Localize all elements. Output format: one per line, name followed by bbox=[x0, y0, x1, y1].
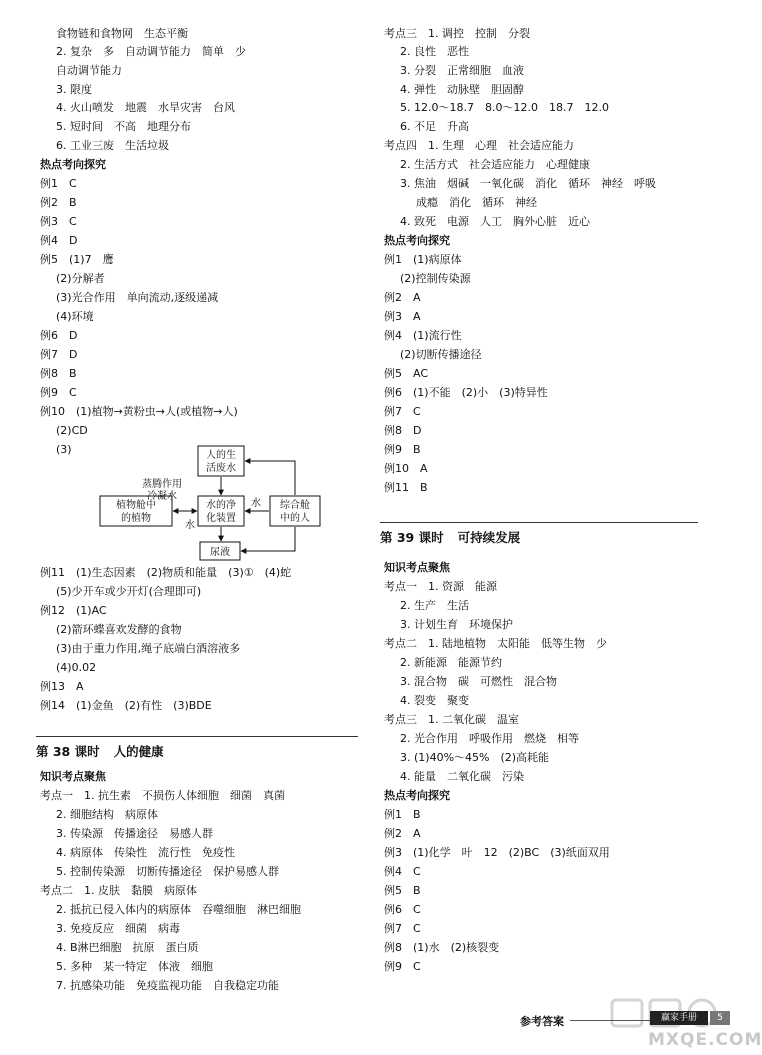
example-answer: 例5 AC bbox=[384, 367, 429, 380]
answer-line: 4. B淋巴细胞 抗原 蛋白质 bbox=[56, 941, 199, 954]
answer-line: 6. 工业三废 生活垃圾 bbox=[56, 139, 169, 152]
lesson-number: 第 39 课时 bbox=[380, 530, 444, 545]
example-answer: 例11 (1)生态因素 (2)物质和能量 (3)① (4)蛇 bbox=[40, 566, 292, 579]
answer-line: 2. 复杂 多 自动调节能力 简单 少 bbox=[56, 45, 246, 58]
example-answer: 例10 A bbox=[384, 462, 428, 475]
answer-line: 自动调节能力 bbox=[56, 64, 122, 77]
example-answer: 例10 (1)植物→黄粉虫→人(或植物→人) bbox=[40, 405, 238, 418]
diagram-label-water-right: 水 bbox=[251, 498, 261, 509]
topic-line: 考点四 1. 生理 心理 社会适应能力 bbox=[384, 139, 574, 152]
watermark-text: MXQE.COM bbox=[648, 1030, 762, 1050]
answer-line: 6. 不足 升高 bbox=[400, 120, 469, 133]
example-answer: 例1 (1)病原体 bbox=[384, 253, 462, 266]
answer-line: 3. 传染源 传播途径 易感人群 bbox=[56, 827, 213, 840]
answer-line: 5. 12.0～18.7 8.0～12.0 18.7 12.0 bbox=[400, 101, 609, 114]
answer-line: 2. 新能源 能源节约 bbox=[400, 656, 502, 669]
answer-line: (4)0.02 bbox=[56, 661, 97, 674]
example-answer: 例13 A bbox=[40, 680, 84, 693]
example-answer: 例7 C bbox=[384, 405, 421, 418]
answer-line: 2. 生产 生活 bbox=[400, 599, 469, 612]
answer-line: (3) bbox=[56, 443, 72, 456]
answer-line: 7. 抗感染功能 免疫监视功能 自我稳定功能 bbox=[56, 979, 279, 992]
topic-line: 考点二 1. 陆地植物 太阳能 低等生物 少 bbox=[384, 637, 607, 650]
diagram-label-plant: 植物舱中 bbox=[116, 500, 156, 511]
topic-line: 考点一 1. 资源 能源 bbox=[384, 580, 497, 593]
example-answer: 例5 B bbox=[384, 884, 421, 897]
answer-line: (2)箭环蝶喜欢发酵的食物 bbox=[56, 623, 182, 636]
answer-line: 3. 限度 bbox=[56, 83, 92, 96]
subheading: 知识考点聚焦 bbox=[40, 770, 106, 783]
answer-line: 3. (1)40%～45% (2)高耗能 bbox=[400, 751, 550, 764]
footer-label: 参考答案 bbox=[520, 1015, 564, 1028]
section-rule bbox=[380, 522, 698, 523]
example-answer: 例6 C bbox=[384, 903, 421, 916]
diagram-label-steam: 蒸腾作用 bbox=[142, 479, 182, 490]
example-answer: 例4 C bbox=[384, 865, 421, 878]
example-answer: 例9 B bbox=[384, 443, 421, 456]
answer-line: (3)光合作用 单向流动,逐级递减 bbox=[56, 291, 219, 304]
answer-line: 3. 分裂 正常细胞 血液 bbox=[400, 64, 524, 77]
example-answer: 例11 B bbox=[384, 481, 428, 494]
example-answer: 例1 C bbox=[40, 177, 77, 190]
example-answer: 例9 C bbox=[384, 960, 421, 973]
example-answer: 例14 (1)金鱼 (2)有性 (3)BDE bbox=[40, 699, 212, 712]
answer-line: (3)由于重力作用,绳子底端白酒溶液多 bbox=[56, 642, 241, 655]
page-number: 5 bbox=[710, 1011, 730, 1025]
answer-line: 3. 免疫反应 细菌 病毒 bbox=[56, 922, 180, 935]
answer-line: (2)切断传播途径 bbox=[400, 348, 482, 361]
example-answer: 例2 B bbox=[40, 196, 77, 209]
example-answer: 例8 (1)水 (2)核裂变 bbox=[384, 941, 500, 954]
lesson-title: 可持续发展 bbox=[457, 530, 521, 545]
section-38-header bbox=[36, 736, 358, 758]
answer-line: 2. 抵抗已侵入体内的病原体 吞噬细胞 淋巴细胞 bbox=[56, 903, 301, 916]
answer-line: 5. 短时间 不高 地理分布 bbox=[56, 120, 191, 133]
answer-line: 成瘾 消化 循环 神经 bbox=[416, 196, 537, 209]
footer-brand: 赢家手册 bbox=[650, 1011, 708, 1025]
section-39-header bbox=[380, 522, 698, 544]
diagram-label-water-left: 水 bbox=[185, 520, 195, 531]
example-answer: 例5 (1)7 鹰 bbox=[40, 253, 114, 266]
answer-line: (4)环境 bbox=[56, 310, 94, 323]
answer-line: (2)控制传染源 bbox=[400, 272, 471, 285]
example-answer: 例4 D bbox=[40, 234, 78, 247]
example-answer: 例8 D bbox=[384, 424, 422, 437]
answer-line: 4. 能量 二氧化碳 污染 bbox=[400, 770, 524, 783]
diagram-label-module-2: 中的人 bbox=[280, 513, 310, 524]
topic-line: 考点一 1. 抗生素 不损伤人体细胞 细菌 真菌 bbox=[40, 789, 285, 802]
example-answer: 例4 (1)流行性 bbox=[384, 329, 462, 342]
section-title bbox=[36, 742, 164, 760]
subheading: 热点考向探究 bbox=[384, 234, 450, 247]
diagram-label-module: 综合舱 bbox=[280, 500, 310, 511]
example-answer: 例9 C bbox=[40, 386, 77, 399]
topic-line: 考点二 1. 皮肤 黏膜 病原体 bbox=[40, 884, 197, 897]
answer-line: 5. 多种 某一特定 体液 细胞 bbox=[56, 960, 213, 973]
example-answer: 例12 (1)AC bbox=[40, 604, 107, 617]
topic-line: 考点三 1. 调控 控制 分裂 bbox=[384, 27, 530, 40]
answer-line: 3. 混合物 碳 可燃性 混合物 bbox=[400, 675, 557, 688]
example-answer: 例7 C bbox=[384, 922, 421, 935]
answer-line: 4. 弹性 动脉壁 胆固醇 bbox=[400, 83, 524, 96]
example-answer: 例2 A bbox=[384, 291, 421, 304]
section-title bbox=[380, 528, 520, 546]
answer-line: 5. 控制传染源 切断传播途径 保护易感人群 bbox=[56, 865, 279, 878]
diagram-label-steam-2: 冷凝水 bbox=[147, 491, 177, 502]
lesson-title: 人的健康 bbox=[113, 744, 164, 759]
diagram-label-living-water: 人的生 bbox=[206, 450, 236, 461]
answer-line: 2. 良性 恶性 bbox=[400, 45, 469, 58]
answer-line: 4. 病原体 传染性 流行性 免疫性 bbox=[56, 846, 235, 859]
example-answer: 例7 D bbox=[40, 348, 78, 361]
answer-line: 4. 火山喷发 地震 水旱灾害 台风 bbox=[56, 101, 235, 114]
answer-line: 4. 致死 电源 人工 胸外心脏 近心 bbox=[400, 215, 590, 228]
answer-line: 3. 焦油 烟碱 一氧化碳 消化 循环 神经 呼吸 bbox=[400, 177, 656, 190]
diagram-label-urine: 尿液 bbox=[210, 547, 230, 558]
diagram-label-plant-2: 的植物 bbox=[121, 513, 151, 524]
lesson-number: 第 38 课时 bbox=[36, 744, 100, 759]
footer-rule bbox=[570, 1020, 650, 1021]
answer-line: 3. 计划生育 环境保护 bbox=[400, 618, 513, 631]
answer-line: (2)分解者 bbox=[56, 272, 105, 285]
subheading: 热点考向探究 bbox=[40, 158, 106, 171]
section-rule bbox=[36, 736, 358, 737]
example-answer: 例3 C bbox=[40, 215, 77, 228]
diagram-label-purifier-2: 化装置 bbox=[206, 513, 236, 524]
page-footer bbox=[520, 1010, 762, 1050]
arrow-module-to-waste bbox=[245, 461, 295, 495]
example-answer: 例8 B bbox=[40, 367, 77, 380]
answer-line: 4. 裂变 聚变 bbox=[400, 694, 469, 707]
diagram-label-purifier: 水的净 bbox=[206, 500, 236, 511]
example-answer: 例6 (1)不能 (2)小 (3)特异性 bbox=[384, 386, 548, 399]
example-answer: 例3 (1)化学 叶 12 (2)BC (3)纸面双用 bbox=[384, 846, 610, 859]
diagram-label-living-water-2: 活废水 bbox=[206, 463, 236, 474]
water-cycle-diagram bbox=[96, 444, 326, 564]
example-answer: 例2 A bbox=[384, 827, 421, 840]
example-answer: 例6 D bbox=[40, 329, 78, 342]
answer-line: (5)少开车或少开灯(合理即可) bbox=[56, 585, 202, 598]
answer-line: 2. 生活方式 社会适应能力 心理健康 bbox=[400, 158, 590, 171]
answer-line: 食物链和食物网 生态平衡 bbox=[56, 27, 188, 40]
arrow-module-to-urine bbox=[241, 527, 295, 551]
subheading: 热点考向探究 bbox=[384, 789, 450, 802]
answer-line: 2. 细胞结构 病原体 bbox=[56, 808, 158, 821]
subheading: 知识考点聚焦 bbox=[384, 561, 450, 574]
example-answer: 例3 A bbox=[384, 310, 421, 323]
answer-line: 2. 光合作用 呼吸作用 燃烧 相等 bbox=[400, 732, 579, 745]
example-answer: 例1 B bbox=[384, 808, 421, 821]
topic-line: 考点三 1. 二氧化碳 温室 bbox=[384, 713, 519, 726]
answer-line: (2)CD bbox=[56, 424, 88, 437]
